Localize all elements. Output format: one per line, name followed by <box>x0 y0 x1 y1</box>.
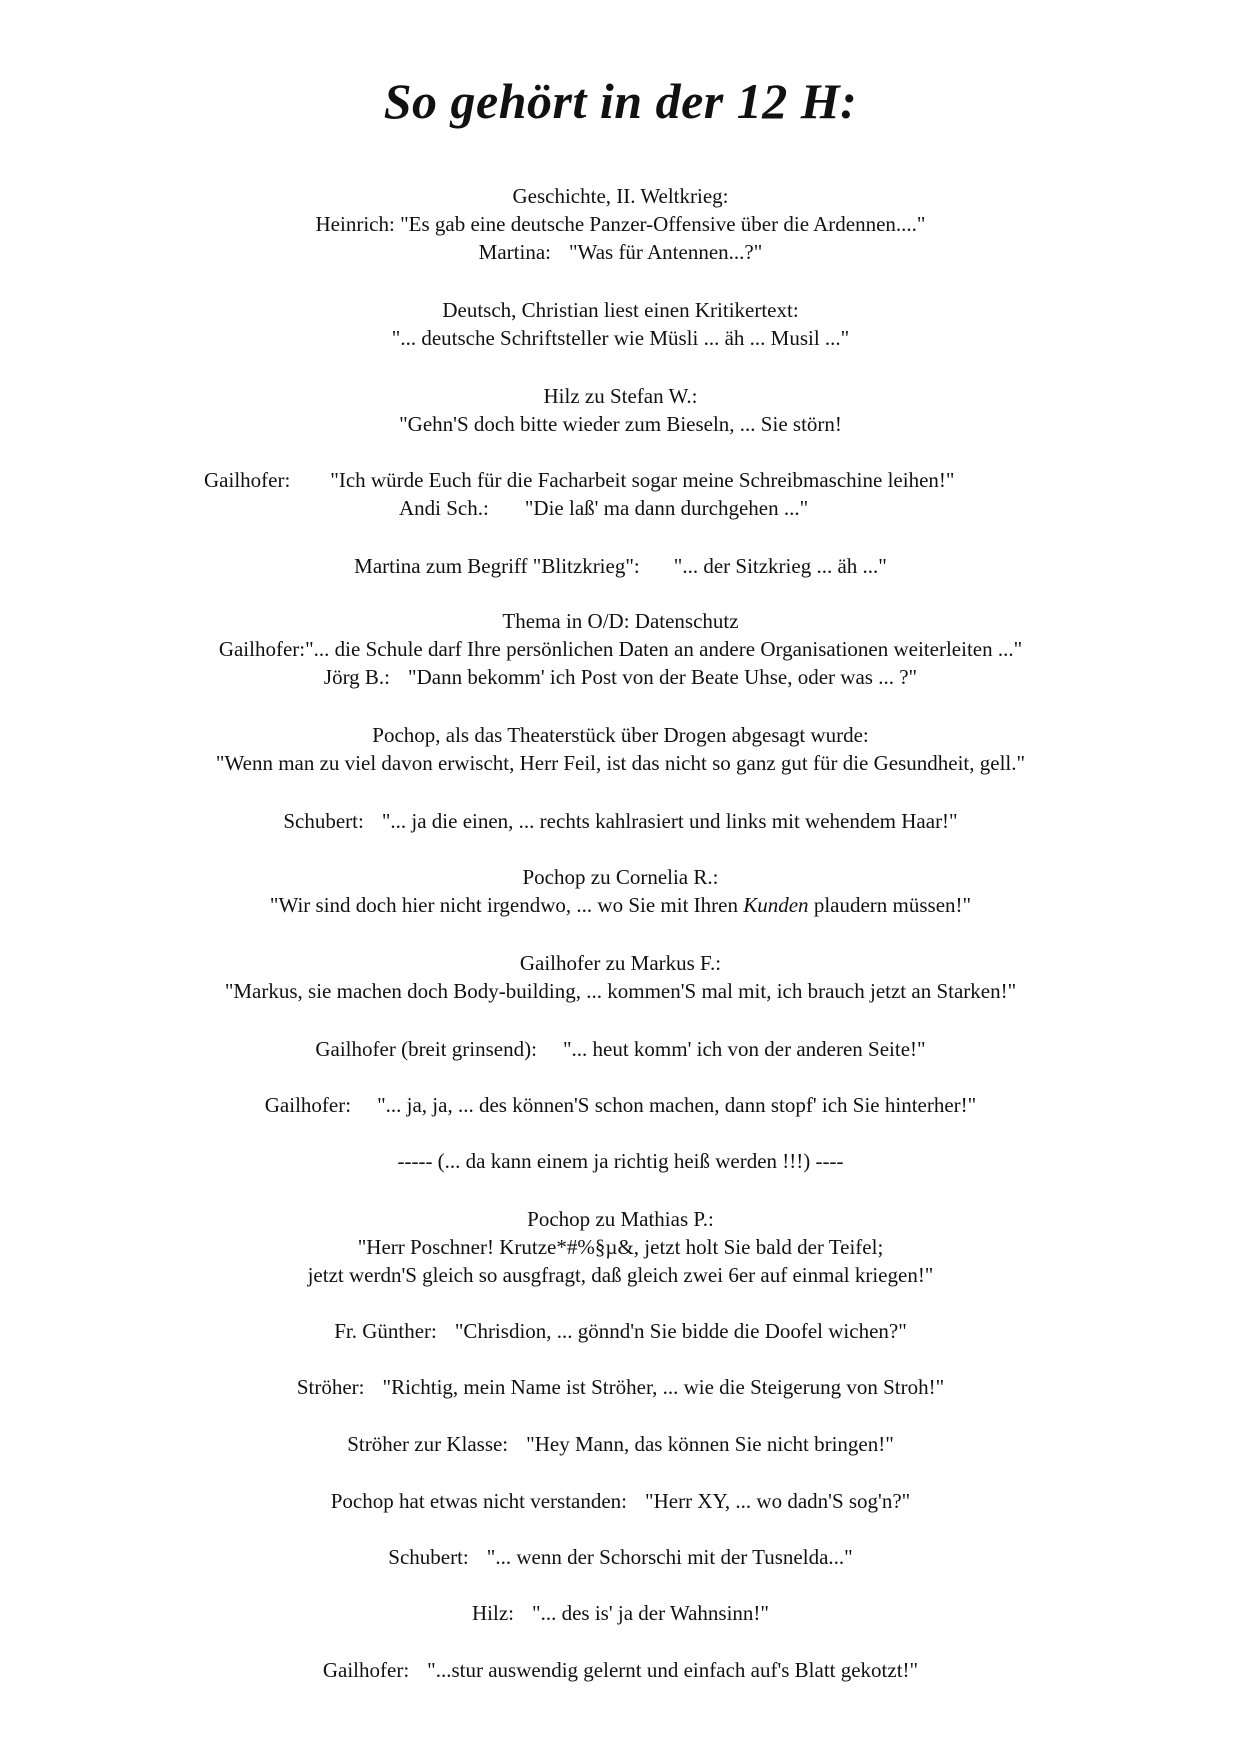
speaker: Martina zum Begriff "Blitzkrieg": <box>354 554 640 578</box>
quote-4-line-1 <box>204 467 954 493</box>
quote-text: "Es gab eine deutsche Panzer-Offensive über die Ardennen...." <box>400 212 926 236</box>
quote-8 <box>0 808 1241 834</box>
quote-14-line-1: "Herr Poschner! Krutze*#%§µ&, jetzt holt Sie bald der Teifel; <box>357 1235 884 1259</box>
quote-20 <box>0 1600 1241 1626</box>
quote-10-text: "Markus, sie machen doch Body-building, ... kommen'S mal mit, ich brauch jetzt an Starken!" <box>224 979 1017 1003</box>
speaker: Andi Sch.: <box>399 496 489 520</box>
speaker: Jörg B.: <box>323 665 391 689</box>
quote-text: "... heut komm' ich von der anderen Seite!" <box>562 1037 926 1061</box>
page-title: So gehört in der 12 H: <box>383 73 858 129</box>
quote-2-text: "... deutsche Schriftsteller wie Müsli ... äh ... Musil ..." <box>391 326 850 350</box>
quote-text: "... ja die einen, ... rechts kahlrasiert und links mit wehendem Haar!" <box>381 809 958 833</box>
quote-11 <box>0 1036 1241 1062</box>
quote-6-line-2 <box>0 664 1241 690</box>
quote-18 <box>0 1488 1241 1514</box>
quote-text: "... des is' ja der Wahnsinn!" <box>532 1601 769 1625</box>
speaker: Gailhofer: <box>322 1658 410 1682</box>
speaker: Gailhofer: <box>264 1093 352 1117</box>
quote-1-line-1 <box>0 211 1241 237</box>
quote-9-header: Pochop zu Cornelia R.: <box>522 865 719 889</box>
speaker: Fr. Günther: <box>334 1319 437 1343</box>
quote-4-line-2 <box>399 495 808 521</box>
quote-14-header: Pochop zu Mathias P.: <box>527 1207 714 1231</box>
quote-text: "Was für Antennen...?" <box>568 240 763 264</box>
quote-text: "...stur auswendig gelernt und einfach auf's Blatt gekotzt!" <box>427 1658 919 1682</box>
quote-text: "Ich würde Euch für die Facharbeit sogar meine Schreibmaschine leihen!" <box>330 468 955 492</box>
quote-10-header: Gailhofer zu Markus F.: <box>519 951 722 975</box>
quote-9-text <box>0 892 1241 918</box>
quote-1-line-2 <box>0 239 1241 265</box>
speaker: Hilz: <box>472 1601 514 1625</box>
quote-text: "... ja, ja, ... des können'S schon machen, dann stopf' ich Sie hinterher!" <box>377 1093 977 1117</box>
quote-text: "Dann bekomm' ich Post von der Beate Uhse, oder was ... ?" <box>408 665 918 689</box>
speaker: Gailhofer: <box>204 468 291 492</box>
speaker: Schubert: <box>388 1545 469 1569</box>
speaker: Heinrich: <box>315 212 395 236</box>
quote-3-header: Hilz zu Stefan W.: <box>543 384 698 408</box>
quote-2-header: Deutsch, Christian liest einen Kritikertext: <box>442 298 799 322</box>
quote-5 <box>0 553 1241 579</box>
quote-1-header: Geschichte, II. Weltkrieg: <box>512 184 729 208</box>
quote-text: "... der Sitzkrieg ... äh ..." <box>673 554 887 578</box>
quote-19 <box>0 1544 1241 1570</box>
quote-6-header: Thema in O/D: Datenschutz <box>502 609 739 633</box>
quote-15 <box>0 1318 1241 1344</box>
quote-text: "Hey Mann, das können Sie nicht bringen!" <box>526 1432 894 1456</box>
quote-17 <box>0 1431 1241 1457</box>
quote-7-header: Pochop, als das Theaterstück über Drogen abgesagt wurde: <box>372 723 869 747</box>
quote-6-line-1: Gailhofer:"... die Schule darf Ihre persönlichen Daten an andere Organisationen weiterleiten ..." <box>218 637 1023 661</box>
speaker: Pochop hat etwas nicht verstanden: <box>330 1489 628 1513</box>
quote-7-text: "Wenn man zu viel davon erwischt, Herr Feil, ist das nicht so ganz gut für die Gesundheit, gell." <box>215 751 1026 775</box>
quote-text: "Die laß' ma dann durchgehen ..." <box>524 496 809 520</box>
quote-text: "Herr XY, ... wo dadn'S sog'n?" <box>645 1489 911 1513</box>
speaker: Martina: <box>478 240 551 264</box>
quote-text: "Richtig, mein Name ist Ströher, ... wie die Steigerung von Stroh!" <box>382 1375 945 1399</box>
quote-text: "... wenn der Schorschi mit der Tusnelda..." <box>486 1545 853 1569</box>
quote-text-part: plaudern müssen!" <box>808 893 972 917</box>
interjection-line: ----- (... da kann einem ja richtig heiß werden !!!) ---- <box>397 1149 844 1173</box>
speaker: Gailhofer (breit grinsend): <box>315 1037 537 1061</box>
speaker: Schubert: <box>283 809 364 833</box>
quote-14-line-2: jetzt werdn'S gleich so ausgfragt, daß gleich zwei 6er auf einmal kriegen!" <box>307 1263 934 1287</box>
speaker: Ströher zur Klasse: <box>347 1432 509 1456</box>
quote-text: "Chrisdion, ... gönnd'n Sie bidde die Doofel wichen?" <box>454 1319 907 1343</box>
quote-text-emphasis: Kunden <box>743 893 809 917</box>
quote-3-text: "Gehn'S doch bitte wieder zum Bieseln, ... Sie störn! <box>399 412 842 436</box>
quote-21 <box>0 1657 1241 1683</box>
quote-16 <box>0 1374 1241 1400</box>
quote-text-part: "Wir sind doch hier nicht irgendwo, ... wo Sie mit Ihren <box>269 893 744 917</box>
speaker: Ströher: <box>296 1375 365 1399</box>
quote-12 <box>0 1092 1241 1118</box>
